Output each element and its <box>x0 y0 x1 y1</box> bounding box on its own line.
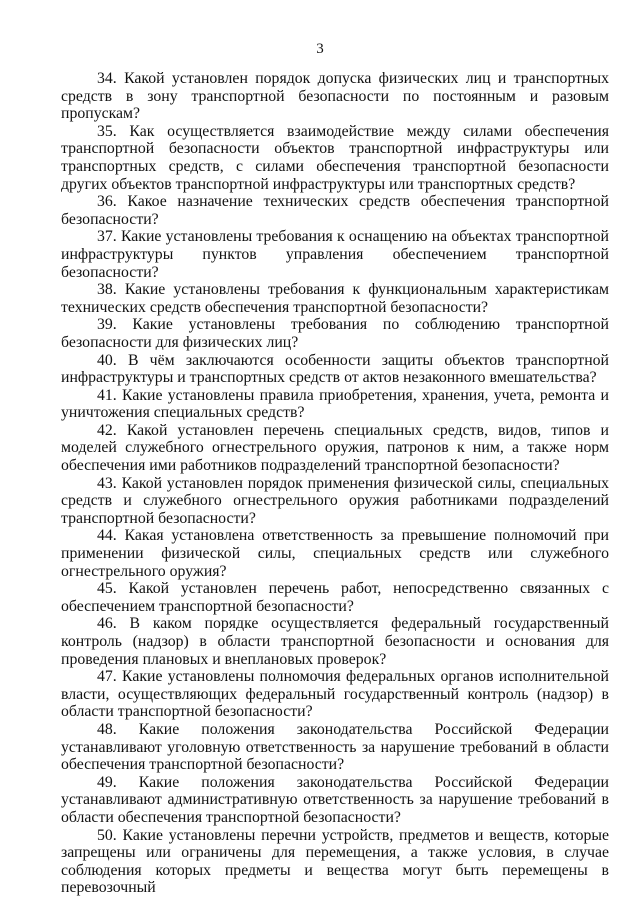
question-item <box>61 316 609 351</box>
question-number: 35. <box>97 122 117 140</box>
question-item <box>61 228 609 281</box>
question-number: 47. <box>97 668 117 686</box>
question-number: 44. <box>97 527 117 545</box>
question-list <box>61 70 609 897</box>
question-item <box>61 422 609 475</box>
question-item <box>61 668 609 721</box>
question-text: Какие положения законодательства Российской Федерации устанавливают административную ответственность за нарушение требований в области обеспечения транспортной безопасности? <box>61 773 609 826</box>
page-number: 3 <box>316 41 324 57</box>
question-text: Как осуществляется взаимодействие между силами обеспечения транспортной безопасности объектов транспортной инфраструктуры или транспортных средств, с силами обеспечения транспортной безопасности других объектов транспортной инфраструктуры или транспортных средств? <box>61 122 609 193</box>
question-number: 37. <box>97 228 117 246</box>
question-text: В каком порядке осуществляется федеральный государственный контроль (надзор) в области транспортной безопасности и основания для проведения плановых и внеплановых проверок? <box>61 615 609 668</box>
question-item <box>61 281 609 316</box>
question-text: Какие установлены требования к оснащению на объектах транспортной инфраструктуры пунктов управления обеспечением транспортной безопасности? <box>61 228 609 281</box>
question-text: Какое назначение технических средств обеспечения транспортной безопасности? <box>61 193 609 228</box>
question-number: 42. <box>97 421 117 439</box>
question-text: Какой установлен перечень специальных средств, видов, типов и моделей служебного огнестрельного оружия, патронов к ним, а также норм обеспечения ими работников подразделений транспортной безопасности? <box>61 421 610 475</box>
question-item <box>61 352 609 387</box>
question-text: Какие установлены перечни устройств, предметов и веществ, которые запрещены или ограничены для перемещения, а также условия, в случае соблюдения которых предметы и вещества могут быть перемещены в перевозочный <box>61 826 609 897</box>
question-text: Какая установлена ответственность за превышение полномочий при применении физической силы, специальных средств или служебного огнестрельного оружия? <box>61 527 609 580</box>
question-item <box>61 580 609 615</box>
question-item <box>61 123 609 193</box>
question-item <box>61 193 609 228</box>
question-item <box>61 827 609 897</box>
question-item <box>61 721 609 774</box>
question-item <box>61 387 609 422</box>
question-number: 36. <box>97 193 117 211</box>
question-number: 40. <box>97 351 117 369</box>
question-text: Какой установлен порядок применения физической силы, специальных средств и служебного огнестрельного оружия работниками подразделений транспортной безопасности? <box>61 474 609 527</box>
question-text: Какие установлены требования к функциональным характеристикам технических средств обеспечения транспортной безопасности? <box>61 281 609 316</box>
question-number: 39. <box>97 316 117 334</box>
question-number: 49. <box>97 773 117 791</box>
question-text: В чём заключаются особенности защиты объектов транспортной инфраструктуры и транспортных средств от актов незаконного вмешательства? <box>61 351 610 387</box>
question-text: Какие установлены полномочия федеральных органов исполнительной власти, осуществляющих федеральный государственный контроль (надзор) в области транспортной безопасности? <box>61 668 609 721</box>
question-number: 48. <box>97 720 117 738</box>
question-text: Какие установлены правила приобретения, хранения, учета, ремонта и уничтожения специальных средств? <box>61 386 609 422</box>
question-number: 45. <box>97 580 117 598</box>
question-number: 34. <box>97 70 117 87</box>
question-number: 46. <box>97 615 117 633</box>
question-item <box>61 70 609 123</box>
question-text: Какие положения законодательства Российской Федерации устанавливают уголовную ответственность за нарушение требований в области обеспечения транспортной безопасности? <box>61 720 609 774</box>
question-number: 38. <box>97 281 117 299</box>
question-item <box>61 527 609 580</box>
question-number: 43. <box>97 474 117 492</box>
question-item <box>61 774 609 827</box>
question-text: Какой установлен перечень работ, непосредственно связанных с обеспечением транспортной безопасности? <box>61 580 609 615</box>
question-text: Какие установлены требования по соблюдению транспортной безопасности для физических лиц? <box>61 316 609 351</box>
question-number: 50. <box>97 826 117 844</box>
question-item <box>61 475 609 528</box>
question-item <box>61 615 609 668</box>
question-text: Какой установлен порядок допуска физических лиц и транспортных средств в зону транспортной безопасности по постоянным и разовым пропускам? <box>61 70 609 123</box>
question-number: 41. <box>97 386 117 404</box>
